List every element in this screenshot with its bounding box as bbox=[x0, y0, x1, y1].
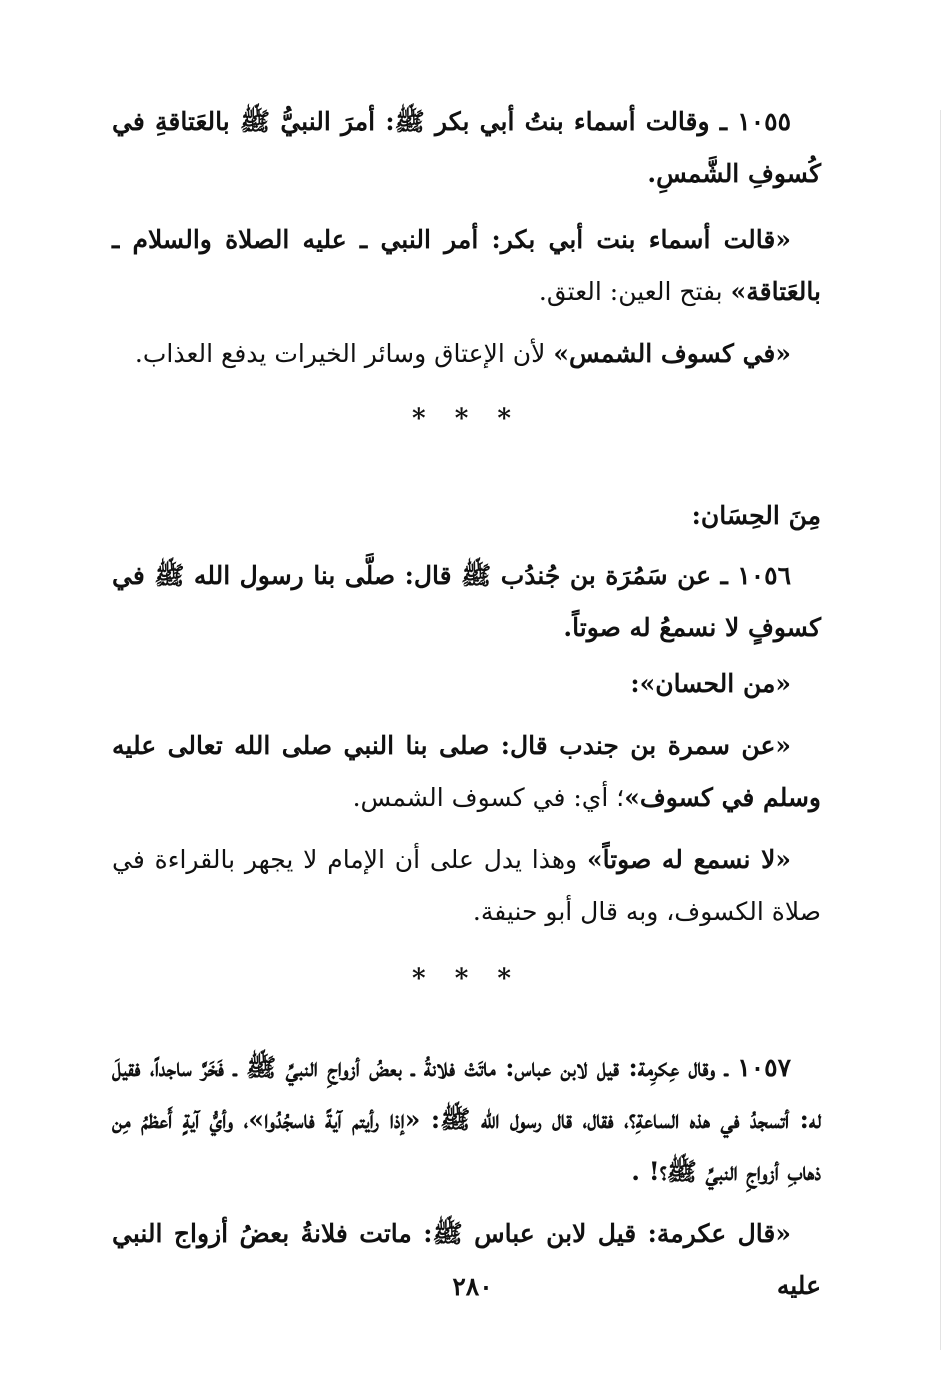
commentary-explanation: لأن الإعتاق وسائر الخيرات يدفع العذاب. bbox=[134, 339, 554, 368]
section-heading: مِنَ الحِسَان: bbox=[691, 501, 821, 530]
section-separator: * * * bbox=[412, 404, 521, 434]
commentary-quote: «لا نسمع له صوتاً» bbox=[586, 845, 791, 874]
hadith-1057-text: ١٠٥٧ ـ وقال عِكرِمة: قيل لابن عباس: ماتَتْ فلانةُ ـ بعضُ أزواجِ النبيِّ ﷺ ـ فَخَرَّ ساجداً، فقيلَ له: أتسجدُ في هذه الساعةِ؟، فقال، قال رسول الله ﷺ: «إذا رأيتم آيةً فاسجُدُوا»، وأيُّ آيةٍ أَعظمُ مِن ذهابِ أزواجِ النبيِّ ﷺ؟! . bbox=[112, 1053, 821, 1186]
commentary-explanation: بفتح العين: العتق. bbox=[538, 277, 731, 306]
hadith-1055-commentary-1 bbox=[112, 214, 821, 318]
hadith-1056-commentary-2 bbox=[112, 720, 821, 824]
commentary-quote: «عن سمرة بن جندب قال: صلى بنا النبي صلى الله تعالى عليه وسلم في كسوف» bbox=[112, 731, 821, 812]
commentary-quote: «في كسوف الشمس» bbox=[553, 339, 791, 368]
commentary-quote: «قالت أسماء بنت أبي بكر: أمر النبي ـ عليه الصلاة والسلام ـ بالعَتاقة» bbox=[112, 225, 821, 306]
hadith-1055-text: ١٠٥٥ ـ وقالت أسماء بنتُ أبي بكر ﷺ: أمرَ النبيُّ ﷺ بالعَتاقةِ في كُسوفِ الشَّمسِ. bbox=[112, 107, 821, 188]
page-edge-line bbox=[940, 110, 941, 1350]
page-number: ٢٨٠ bbox=[452, 1272, 493, 1301]
hadith-1056-text: ١٠٥٦ ـ عن سَمُرَة بن جُندُب ﷺ قال: صلَّى بنا رسول الله ﷺ في كسوفٍ لا نسمعُ له صوتاً. bbox=[112, 561, 821, 642]
commentary-explanation: ؛ أي: في كسوف الشمس. bbox=[352, 783, 625, 812]
hadith-1055-commentary-2 bbox=[112, 328, 821, 380]
hadith-1057-commentary-1: «قال عكرمة: قيل لابن عباس ﷺ: ماتت فلانةُ بعضُ أزواج النبي عليه bbox=[112, 1219, 821, 1300]
section-separator: * * * bbox=[412, 964, 521, 994]
hadith-1056-commentary-3 bbox=[112, 834, 821, 938]
hadith-1056-commentary-1: «من الحسان»: bbox=[630, 669, 791, 698]
commentary-explanation: وهذا يدل على أن الإمام لا يجهر بالقراءة في صلاة الكسوف، وبه قال أبو حنيفة. bbox=[112, 845, 821, 926]
